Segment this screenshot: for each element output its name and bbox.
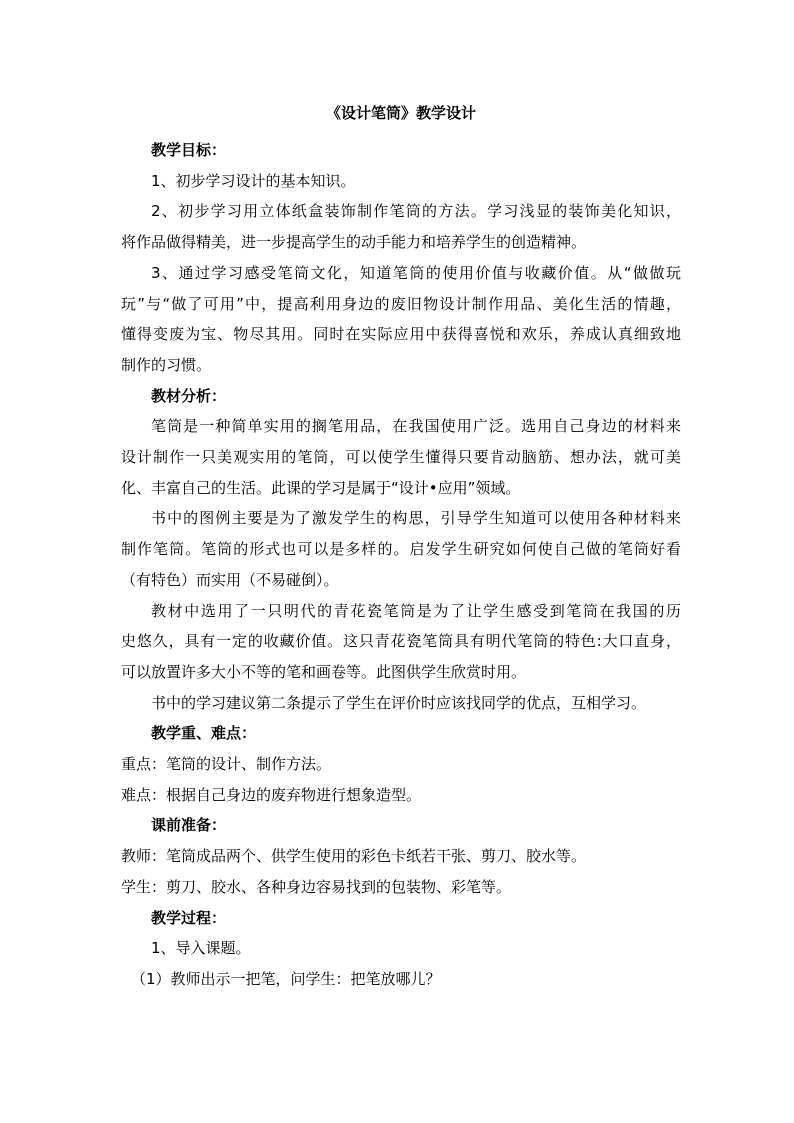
process-step-1-sub-1: （1）教师出示一把笔，问学生：把笔放哪儿？ bbox=[131, 969, 441, 988]
analysis-p3-line-1: 教材中选用了一只明代的青花瓷笔筒是为了让学生感受到笔筒在我国的历 bbox=[151, 601, 681, 620]
process-step-1: 1、导入课题。 bbox=[151, 939, 251, 958]
prep-student: 学生：剪刀、胶水、各种身边容易找到的包装物、彩笔等。 bbox=[121, 877, 512, 896]
goal-3-line-3: 懂得变废为宝、物尽其用。同时在实际应用中获得喜悦和欢乐，养成认真细致地 bbox=[121, 325, 681, 344]
prep-teacher: 教师：笔筒成品两个、供学生使用的彩色卡纸若干张、剪刀、胶水等。 bbox=[121, 847, 587, 866]
analysis-p1-line-1: 笔筒是一种简单实用的搁笔用品，在我国使用广泛。选用自己身边的材料来 bbox=[151, 417, 681, 436]
section-heading-key-points: 教学重、难点： bbox=[151, 724, 257, 743]
analysis-p3-line-2: 史悠久，具有一定的收藏价值。这只青花瓷笔筒具有明代笔筒的特色:大口直身， bbox=[121, 632, 681, 651]
section-heading-goals: 教学目标： bbox=[151, 141, 227, 159]
analysis-p1-line-2: 设计制作一只美观实用的笔筒，可以使学生懂得只要肯动脑筋、想办法，就可美 bbox=[121, 448, 681, 467]
analysis-p2-line-3: （有特色）而实用（不易碰倒）。 bbox=[121, 570, 339, 589]
analysis-p4-line-1: 书中的学习建议第二条提示了学生在评价时应该找同学的优点，互相学习。 bbox=[151, 693, 647, 712]
document-body bbox=[121, 103, 681, 995]
goal-3-line-2: 玩”与“做了可用”中，提高利用身边的废旧物设计制作用品、美化生活的情趣， bbox=[121, 294, 681, 313]
goal-3-line-1: 3、通过学习感受笔筒文化，知道笔筒的使用价值与收藏价值。从“做做玩 bbox=[151, 263, 681, 282]
difficult-point: 难点：根据自己身边的废弃物进行想象造型。 bbox=[121, 785, 422, 804]
section-heading-preparation: 课前准备： bbox=[151, 816, 227, 835]
analysis-p2-line-1: 书中的图例主要是为了激发学生的构思，引导学生知道可以使用各种材料来 bbox=[151, 509, 681, 528]
goal-3-line-4: 制作的习惯。 bbox=[121, 355, 212, 374]
document-title: 《设计笔筒》教学设计 bbox=[325, 104, 476, 122]
analysis-p3-line-3: 可以放置许多大小不等的笔和画卷等。此图供学生欣赏时用。 bbox=[121, 662, 527, 681]
goal-2-line-1: 2、初步学习用立体纸盒装饰制作笔筒的方法。学习浅显的装饰美化知识， bbox=[151, 202, 681, 221]
analysis-p2-line-2: 制作笔筒。笔筒的形式也可以是多样的。启发学生研究如何使自己做的笔筒好看 bbox=[121, 540, 681, 559]
analysis-p1-line-3: 化、丰富自己的生活。此课的学习是属于“设计•应用”领域。 bbox=[121, 478, 521, 497]
goal-2-line-2: 将作品做得精美，进一步提高学生的动手能力和培养学生的创造精神。 bbox=[121, 233, 587, 252]
key-point: 重点：笔筒的设计、制作方法。 bbox=[121, 755, 332, 774]
section-heading-analysis: 教材分析： bbox=[151, 386, 227, 405]
section-heading-process: 教学过程： bbox=[151, 908, 227, 927]
goal-1: 1、初步学习设计的基本知识。 bbox=[151, 171, 356, 190]
